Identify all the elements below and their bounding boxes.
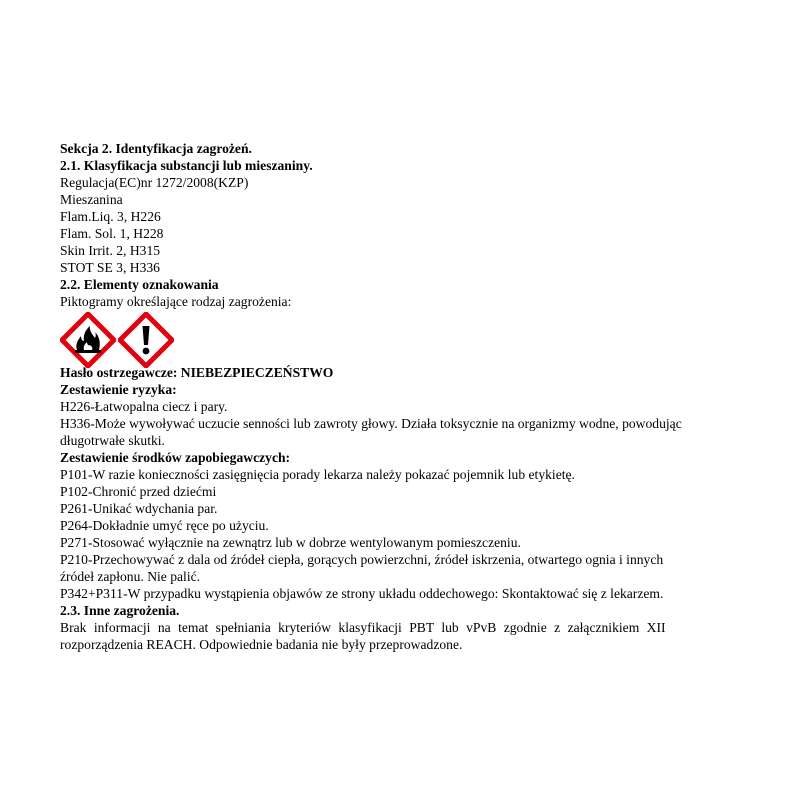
precautionary-statement-continued: źródeł zapłonu. Nie palić. <box>60 569 201 584</box>
subsection-2-2-heading: 2.2. Elementy oznakowania <box>60 277 219 292</box>
precautionary-statement: P261-Unikać wdychania par. <box>60 501 218 516</box>
subsection-2-3-heading: 2.3. Inne zagrożenia. <box>60 603 180 618</box>
other-hazards-text: Brak informacji na temat spełniania kryteriów klasyfikacji PBT lub vPvB zgodnie z załącznikiem XII <box>60 620 666 635</box>
precautionary-statement: P342+P311-W przypadku wystąpienia objawów ze strony układu oddechowego: Skontaktować się z lekarzem. <box>60 586 664 601</box>
precaution-heading: Zestawienie środków zapobiegawczych: <box>60 450 291 465</box>
classification-item: Skin Irrit. 2, H315 <box>60 243 161 258</box>
section-title: Sekcja 2. Identyfikacja zagrożeń. <box>60 141 252 156</box>
hazard-statement: H226-Łatwopalna ciecz i pary. <box>60 399 228 414</box>
pictograms-label: Piktogramy określające rodzaj zagrożenia: <box>60 294 292 309</box>
precautionary-statement: P264-Dokładnie umyć ręce po użyciu. <box>60 518 269 533</box>
precautionary-statement: P210-Przechowywać z dala od źródeł ciepła, gorących powierzchni, źródeł iskrzenia, otwartego ognia i innych <box>60 552 664 567</box>
mixture-type: Mieszanina <box>60 192 123 207</box>
regulation-text: Regulacja(EC)nr 1272/2008(KZP) <box>60 175 249 190</box>
classification-item: Flam. Sol. 1, H228 <box>60 226 164 241</box>
exclamation-pictogram-icon <box>118 312 174 368</box>
document-section-2 <box>60 140 740 653</box>
risk-heading: Zestawienie ryzyka: <box>60 382 177 397</box>
precautionary-statement: P271-Stosować wyłącznie na zewnątrz lub w dobrze wentylowanym pomieszczeniu. <box>60 535 521 550</box>
signal-word: Hasło ostrzegawcze: NIEBEZPIECZEŃSTWO <box>60 365 334 380</box>
flame-pictogram-icon <box>60 312 116 368</box>
other-hazards-text-continued: rozporządzenia REACH. Odpowiednie badania nie były przeprowadzone. <box>60 637 463 652</box>
subsection-2-1-heading: 2.1. Klasyfikacja substancji lub mieszaniny. <box>60 158 313 173</box>
classification-item: STOT SE 3, H336 <box>60 260 160 275</box>
hazard-statement-continued: długotrwałe skutki. <box>60 433 165 448</box>
classification-item: Flam.Liq. 3, H226 <box>60 209 161 224</box>
precautionary-statement: P102-Chronić przed dziećmi <box>60 484 217 499</box>
pictogram-row <box>60 312 740 364</box>
precautionary-statement: P101-W razie konieczności zasięgnięcia porady lekarza należy pokazać pojemnik lub etykietę. <box>60 467 575 482</box>
hazard-statement: H336-Może wywoływać uczucie senności lub zawroty głowy. Działa toksycznie na organizmy wodne, powodując <box>60 416 682 431</box>
